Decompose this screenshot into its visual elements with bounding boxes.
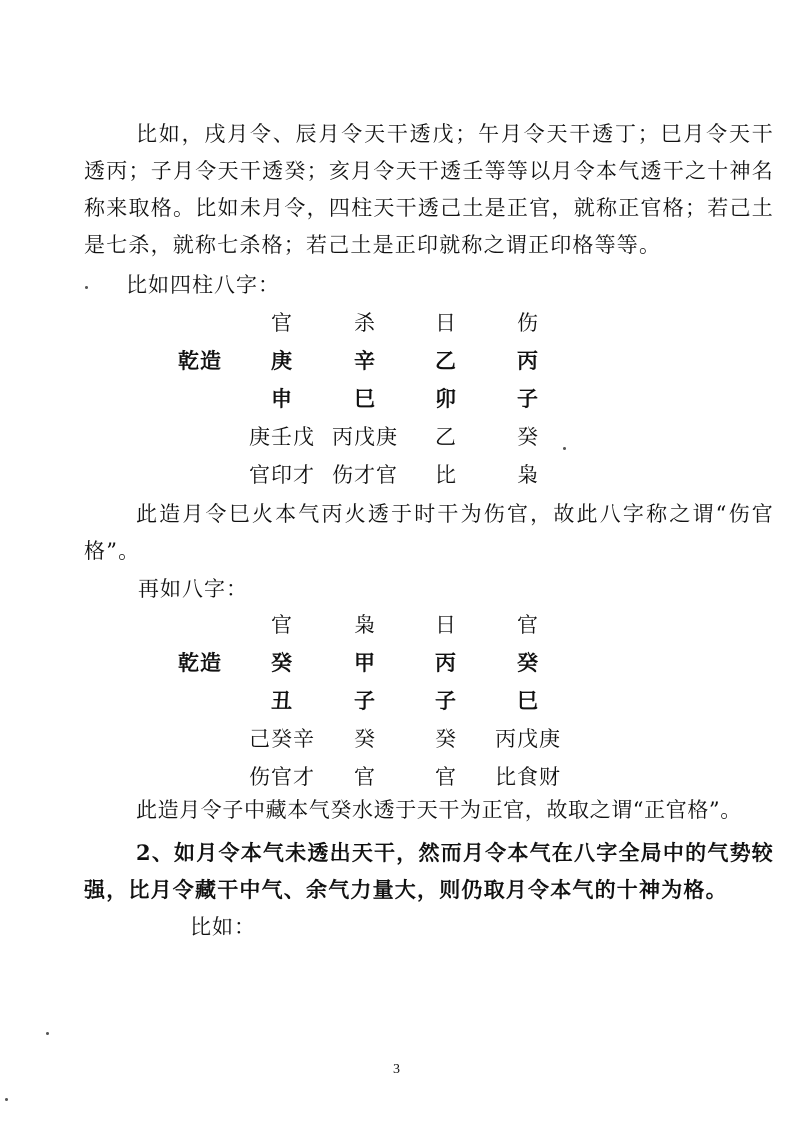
chart1-branch-4: 子: [517, 386, 539, 411]
chart1-branch-3: 卯: [435, 386, 457, 411]
chart2-hidden-1: 己癸辛: [249, 727, 315, 751]
chart1-hidden-1: 庚壬戊: [249, 425, 315, 449]
chart2-god-3: 日: [435, 613, 457, 637]
chart2-hidden-row: [0, 721, 793, 757]
chart1-branch-1: 申: [271, 386, 293, 411]
chart2-branch-4: 巳: [517, 688, 539, 713]
chart1-stems-row: [0, 343, 793, 379]
chart1-hidden-god-2: 伤才官: [332, 463, 398, 487]
chart1-hidden-2: 丙戊庚: [332, 425, 398, 449]
chart2-branch-3: 子: [435, 688, 457, 713]
chart1-hidden-god-1: 官印才: [249, 463, 315, 487]
chart1-hidden-god-4: 枭: [517, 463, 539, 487]
chart2-gods-row: [0, 607, 793, 643]
chart2-stem-3: 丙: [435, 650, 457, 675]
example3-intro: 比如：: [190, 915, 256, 939]
chart1-hidden-row: [0, 419, 793, 455]
chart1-god-3: 日: [435, 311, 457, 335]
chart2-hidden-god-3: 官: [435, 765, 457, 789]
chart2-hidden-gods-row: [0, 759, 793, 795]
chart2-hidden-god-2: 官: [354, 765, 376, 789]
chart2-god-1: 官: [271, 613, 293, 637]
chart2-god-4: 官: [517, 613, 539, 637]
chart2-branches-row: [0, 683, 793, 719]
intro-paragraph: 比如，戌月令、辰月令天干透戊；午月令天干透丁；巳月令天干透丙；子月令天干透癸；亥月令天干透壬等等以月令本气透干之十神名称来取格。比如未月令，四柱天干透己土是正官，就称正官格；若己土是七杀，就称七杀格；若己土是正印就称之谓正印格等等。: [84, 122, 774, 257]
chart2-stem-2: 甲: [354, 650, 376, 675]
example2-intro: 再如八字：: [138, 577, 248, 601]
chart2-hidden-god-1: 伤官才: [249, 765, 315, 789]
chart2-stems-row: [0, 645, 793, 681]
scan-speck: [46, 1032, 49, 1035]
chart2-stem-4: 癸: [517, 650, 539, 675]
scan-speck: [563, 447, 566, 450]
chart1-hidden-4: 癸: [517, 425, 539, 449]
chart2-title: 乾造: [178, 650, 222, 675]
chart1-god-4: 伤: [517, 311, 539, 335]
scan-speck: [85, 286, 88, 289]
chart2-hidden-4: 丙戊庚: [495, 727, 561, 751]
chart1-title: 乾造: [178, 348, 222, 373]
chart2-hidden-3: 癸: [435, 727, 457, 751]
chart1-hidden-3: 乙: [435, 425, 457, 449]
example1-intro: 比如四柱八字：: [126, 273, 280, 297]
chart1-gods-row: [0, 305, 793, 341]
page-number: 3: [393, 1062, 400, 1077]
chart1-stem-2: 辛: [354, 348, 376, 373]
chart2-branch-1: 丑: [271, 688, 293, 713]
chart2-hidden-2: 癸: [354, 727, 376, 751]
scan-speck: [5, 1098, 8, 1101]
example1-explain: 此造月令巳火本气丙火透于时干为伤官，故此八字称之谓“伤官格”。: [84, 502, 774, 563]
chart1-branch-2: 巳: [354, 386, 376, 411]
chart2-god-2: 枭: [354, 613, 376, 637]
chart2-stem-1: 癸: [271, 650, 293, 675]
chart1-branches-row: [0, 381, 793, 417]
chart1-stem-1: 庚: [271, 348, 293, 373]
chart2-branch-2: 子: [354, 688, 376, 713]
rule-2-paragraph: 2、如月令本气未透出天干，然而月令本气在八字全局中的气势较强，比月令藏干中气、余气力量大，则仍取月令本气的十神为格。: [84, 840, 774, 902]
example2-explain: 此造月令子中藏本气癸水透于天干为正官，故取之谓“正官格”。: [136, 798, 742, 822]
chart1-hidden-god-3: 比: [435, 463, 457, 487]
chart1-stem-3: 乙: [435, 348, 457, 373]
chart1-god-2: 杀: [354, 311, 376, 335]
chart1-god-1: 官: [271, 311, 293, 335]
chart2-hidden-god-4: 比食财: [495, 765, 561, 789]
chart1-hidden-gods-row: [0, 457, 793, 493]
chart1-stem-4: 丙: [517, 348, 539, 373]
